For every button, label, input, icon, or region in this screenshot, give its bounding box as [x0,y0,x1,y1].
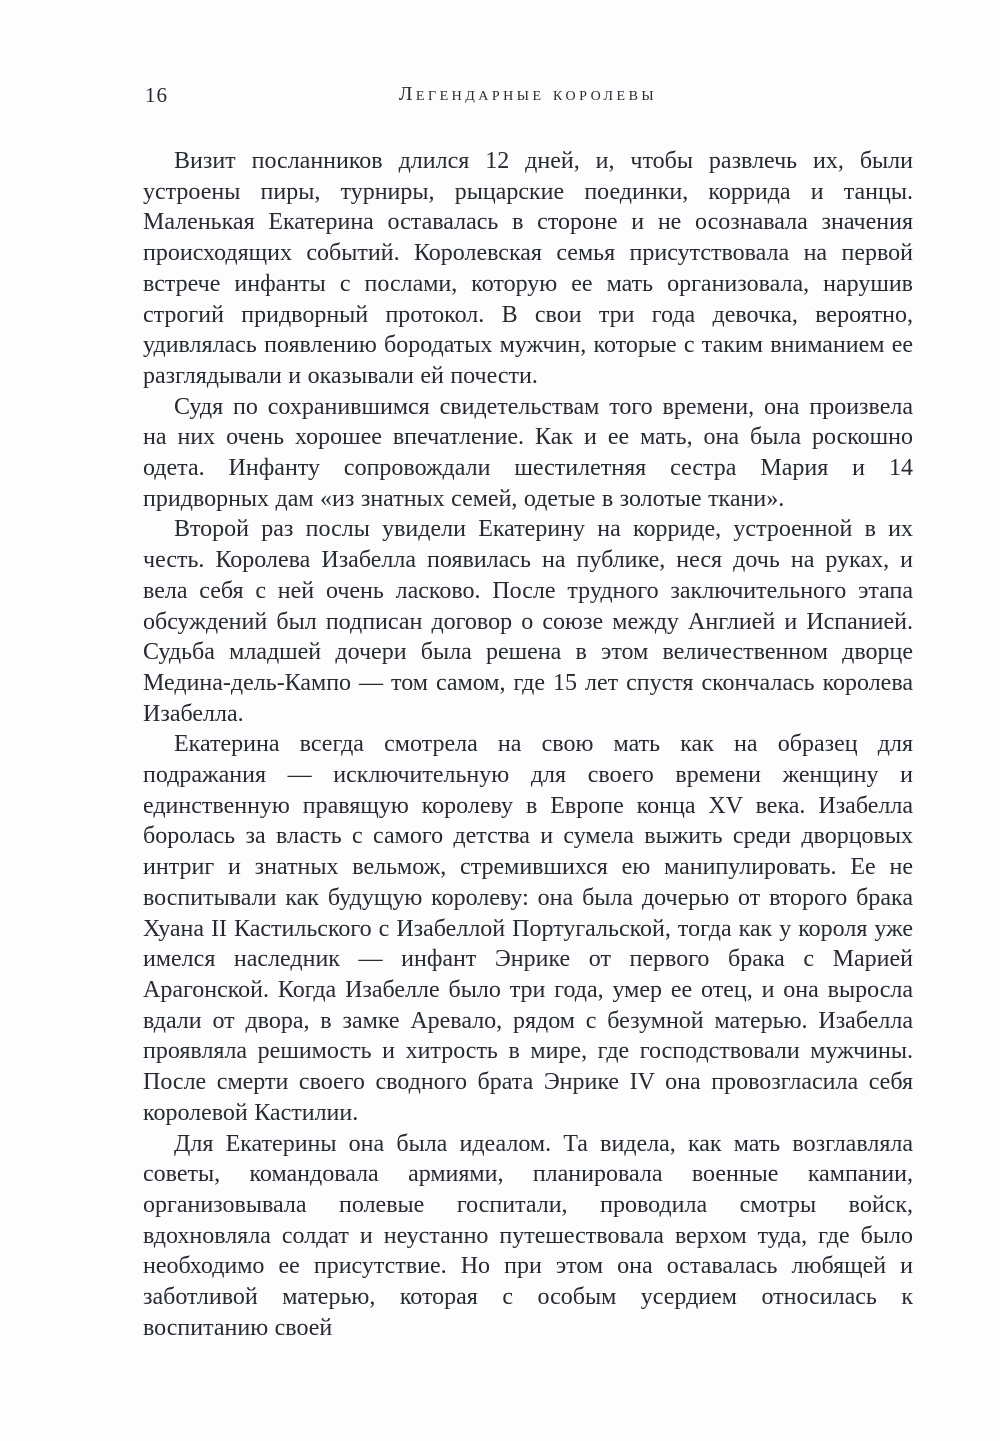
text-block [143,146,913,1343]
paragraph: Второй раз послы увидели Екатерину на корриде, устроенной в их честь. Королева Изабелла появилась на публике, неся дочь на руках, и вела себя с ней очень ласково. После трудного заключительного этапа обсуждений был подписан договор о союзе между Англией и Испанией. Судьба младшей дочери была решена в этом величественном дворце Медина-дель-Кампо — том самом, где 15 лет спустя скончалась королева Изабелла. [143,516,913,727]
page-number: 16 [145,83,168,107]
paragraph: Судя по сохранившимся свидетельствам того времени, она произвела на них очень хорошее впечатление. Как и ее мать, она была роскошно одета. Инфанту сопровождали шестилетняя сестра Мария и 14 придворных дам «из знатных семей, одетые в золотые ткани». [143,393,913,512]
running-head [143,83,913,109]
paragraph: Екатерина всегда смотрела на свою мать как на образец для подражания — исключительную для своего времени женщину и единственную правящую королеву в Европе конца XV века. Изабелла боролась за власть с самого детства и сумела выжить среди дворцовых интриг и знатных вельмож, стремившихся ею манипулировать. Ее не воспитывали как будущую королеву: она была дочерью от второго брака Хуана II Кастильского с Изабеллой Португальской, тогда как у короля уже имелся наследник — инфант Энрике от первого брака с Марией Арагонской. Когда Изабелле было три года, умер ее отец, и она выросла вдали от двора, в замке Аревало, рядом с безумной матерью. Изабелла проявляла решимость и хитрость в мире, где господствовали мужчины. После смерти своего сводного брата Энрике IV она провозгласила себя королевой Кастилии. [143,731,913,1126]
running-title: Легендарные королевы [398,83,658,105]
paragraph: Визит посланников длился 12 дней, и, чтобы развлечь их, были устроены пиры, турниры, рыцарские поединки, коррида и танцы. Маленькая Екатерина оставалась в стороне и не осознавала значения происходящих событий. Королевская семья присутствовала на первой встрече инфанты с послами, которую ее мать организовала, нарушив строгий придворный протокол. В свои три года девочка, вероятно, удивлялась появлению бородатых мужчин, которые с таким вниманием ее разглядывали и оказывали ей почести. [143,148,913,389]
paragraph: Для Екатерины она была идеалом. Та видела, как мать возглавляла советы, командовала армиями, планировала военные кампании, организовывала полевые госпитали, проводила смотры войск, вдохновляла солдат и неустанно путешествовала верхом туда, где было необходимо ее присутствие. Но при этом она оставалась любящей и заботливой матерью, которая с особым усердием относилась к воспитанию своей [143,1130,913,1341]
